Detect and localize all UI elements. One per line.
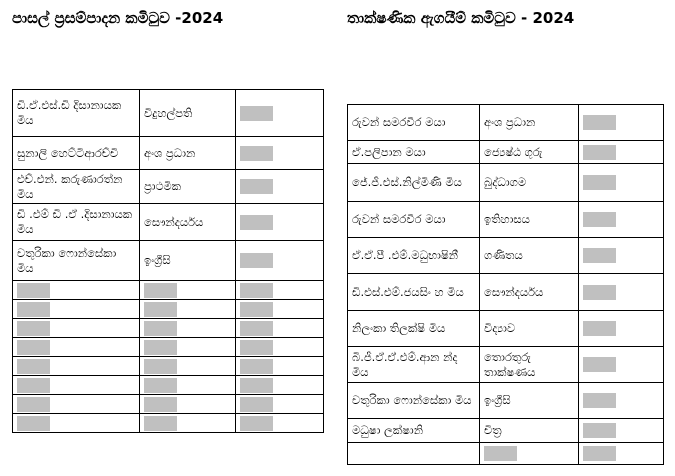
redacted-cell xyxy=(13,357,140,376)
redacted-cell xyxy=(236,357,324,376)
redacted-cell xyxy=(579,383,664,419)
redaction-block xyxy=(583,115,616,130)
redacted-cell xyxy=(13,300,140,319)
member-name: ඒ.ඒ.පී .එම්.මධුභාෂිනී xyxy=(348,238,480,274)
redacted-cell xyxy=(579,443,664,465)
member-name: චතුරිකා ෆොන්සේකා මිය xyxy=(348,383,480,419)
redaction-block xyxy=(17,416,50,431)
redaction-block xyxy=(17,397,50,412)
redaction-block xyxy=(583,393,616,408)
blank-row xyxy=(348,443,664,465)
member-name: මධුෂා ලක්ෂානි xyxy=(348,419,480,443)
left-committee-title: පාසල් ප්‍රසම්පාදන කමිටුව -2024 xyxy=(12,9,224,27)
redacted-cell xyxy=(579,202,664,238)
redacted-cell xyxy=(140,281,236,300)
redaction-block xyxy=(583,321,616,336)
member-row xyxy=(13,90,324,137)
member-role: චිත්‍ර xyxy=(480,419,579,443)
member-row xyxy=(348,105,664,141)
redaction-block xyxy=(240,397,273,412)
redacted-cell xyxy=(13,414,140,433)
member-role: විදුහල්පති xyxy=(140,90,236,137)
redacted-cell xyxy=(579,238,664,274)
redaction-block xyxy=(240,253,273,268)
redaction-block xyxy=(240,215,273,230)
blank-row xyxy=(13,357,324,376)
redaction-block xyxy=(17,321,50,336)
redaction-block xyxy=(17,283,50,298)
redacted-cell xyxy=(140,395,236,414)
redacted-cell xyxy=(236,137,324,170)
redacted-cell xyxy=(236,170,324,204)
blank-row xyxy=(13,319,324,338)
redacted-cell xyxy=(13,319,140,338)
member-row xyxy=(348,274,664,311)
redaction-block xyxy=(583,423,616,438)
redacted-cell xyxy=(236,281,324,300)
redaction-block xyxy=(240,359,273,374)
member-role: සෞන්දර්යය xyxy=(480,274,579,311)
procurement-committee-table xyxy=(12,89,324,433)
member-row xyxy=(13,137,324,170)
member-row xyxy=(348,347,664,383)
redaction-block xyxy=(240,179,273,194)
redaction-block xyxy=(240,283,273,298)
redacted-cell xyxy=(236,204,324,241)
redaction-block xyxy=(240,321,273,336)
member-role: විද්‍යාව xyxy=(480,311,579,347)
member-role: බුද්ධාගම xyxy=(480,164,579,202)
blank-row xyxy=(13,376,324,395)
redaction-block xyxy=(144,397,177,412)
member-role: සෞන්දර්යය xyxy=(140,204,236,241)
redacted-cell xyxy=(579,274,664,311)
redaction-block xyxy=(144,302,177,317)
redaction-block xyxy=(144,321,177,336)
redaction-block xyxy=(583,446,616,461)
member-row xyxy=(348,238,664,274)
member-role: අංශ ප්‍රධාන xyxy=(480,105,579,141)
redaction-block xyxy=(17,378,50,393)
empty-cell xyxy=(348,443,480,465)
redaction-block xyxy=(17,359,50,374)
redaction-block xyxy=(484,446,517,461)
redacted-cell xyxy=(13,376,140,395)
redacted-cell xyxy=(236,376,324,395)
redacted-cell xyxy=(236,319,324,338)
redaction-block xyxy=(240,302,273,317)
member-name: ඒ.පලිපාන මයා xyxy=(348,141,480,164)
redacted-cell xyxy=(236,414,324,433)
blank-row xyxy=(13,414,324,433)
member-role: ඉතිහාසය xyxy=(480,202,579,238)
redaction-block xyxy=(17,340,50,355)
blank-row xyxy=(13,395,324,414)
redaction-block xyxy=(144,359,177,374)
member-name: ජේ.ජී.එස්.නිල්මිණි මිය xyxy=(348,164,480,202)
member-role: ගණිතය xyxy=(480,238,579,274)
redaction-block xyxy=(240,340,273,355)
member-row xyxy=(13,204,324,241)
redacted-cell xyxy=(140,338,236,357)
blank-row xyxy=(13,300,324,319)
redaction-block xyxy=(144,416,177,431)
member-role: ඉංග්‍රීසි xyxy=(480,383,579,419)
member-name: නිලංකා තිලක්ෂි මිය xyxy=(348,311,480,347)
member-row xyxy=(348,141,664,164)
redacted-cell xyxy=(140,300,236,319)
member-name: චතුරිකා ෆොන්සේකා මිය xyxy=(13,241,140,281)
redacted-cell xyxy=(480,443,579,465)
redaction-block xyxy=(583,212,616,227)
redacted-cell xyxy=(236,90,324,137)
blank-row xyxy=(13,281,324,300)
member-role: අංශ ප්‍රධාන xyxy=(140,137,236,170)
redacted-cell xyxy=(13,338,140,357)
redacted-cell xyxy=(579,164,664,202)
redacted-cell xyxy=(579,311,664,347)
redacted-cell xyxy=(579,419,664,443)
technical-evaluation-committee-table xyxy=(347,104,664,465)
member-role: ඉංග්‍රීසි xyxy=(140,241,236,281)
redacted-cell xyxy=(13,281,140,300)
redacted-cell xyxy=(579,347,664,383)
redacted-cell xyxy=(236,395,324,414)
redaction-block xyxy=(583,145,616,160)
redaction-block xyxy=(144,283,177,298)
redaction-block xyxy=(583,285,616,300)
redaction-block xyxy=(240,416,273,431)
redacted-cell xyxy=(236,300,324,319)
member-row xyxy=(348,383,664,419)
redaction-block xyxy=(144,378,177,393)
right-committee-title: තාක්ෂණික ඇගයීම් කමිටුව - 2024 xyxy=(347,9,575,27)
redacted-cell xyxy=(579,141,664,164)
member-row xyxy=(348,311,664,347)
member-name: බි.ජී.ඒ.ඒ.එම්.ආන න්ද මිය xyxy=(348,347,480,383)
member-name: රුවන් සමරවීර මයා xyxy=(348,202,480,238)
redaction-block xyxy=(240,146,273,161)
member-name: ඩි .එම් ඩි .ඒ .දිසානායක මිය xyxy=(13,204,140,241)
redaction-block xyxy=(240,378,273,393)
member-row xyxy=(13,170,324,204)
redacted-cell xyxy=(236,338,324,357)
redaction-block xyxy=(583,175,616,190)
redacted-cell xyxy=(13,395,140,414)
member-name: ඩි.ඒ.එස්.ඩි දිසානායක මිය xyxy=(13,90,140,137)
blank-row xyxy=(13,338,324,357)
member-row xyxy=(13,241,324,281)
member-name: ඩි.එස්.එම්.ජයසිං හ මිය xyxy=(348,274,480,311)
redacted-cell xyxy=(140,319,236,338)
member-row xyxy=(348,419,664,443)
member-role: තොරතුරු තාක්ෂණය xyxy=(480,347,579,383)
member-role: ප්‍රාථමික xyxy=(140,170,236,204)
redacted-cell xyxy=(236,241,324,281)
redacted-cell xyxy=(140,357,236,376)
member-role: ජ්‍යෙෂ්ඨ ගුරු xyxy=(480,141,579,164)
member-row xyxy=(348,202,664,238)
redaction-block xyxy=(17,302,50,317)
redaction-block xyxy=(583,357,616,372)
member-name: රුවන් සමරවීර මයා xyxy=(348,105,480,141)
member-name: එච්.එන්. කරුණාරත්න මිය xyxy=(13,170,140,204)
member-row xyxy=(348,164,664,202)
redacted-cell xyxy=(140,376,236,395)
redacted-cell xyxy=(579,105,664,141)
redaction-block xyxy=(583,248,616,263)
redacted-cell xyxy=(140,414,236,433)
redaction-block xyxy=(144,340,177,355)
member-name: සුනාලි හෙට්ටිආරච්චි xyxy=(13,137,140,170)
redaction-block xyxy=(240,106,273,121)
